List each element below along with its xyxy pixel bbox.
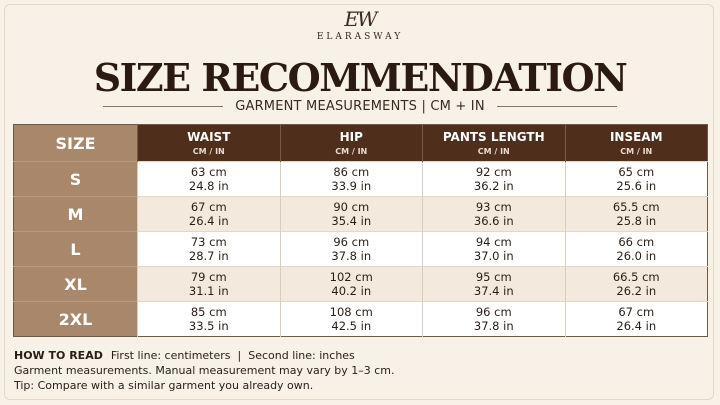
inseam-cell <box>565 267 708 302</box>
value-in: 36.6 in <box>473 214 514 228</box>
subtitle-rule-left <box>103 106 223 107</box>
column-unit: CM / IN <box>192 146 225 156</box>
table-row <box>14 197 708 232</box>
column-header-pants-length <box>423 125 566 162</box>
pants-length-cell <box>423 162 566 197</box>
value-cm: 63 cm <box>190 165 227 179</box>
subtitle-row <box>0 96 720 116</box>
value-cm: 66.5 cm <box>612 270 660 284</box>
value-cm: 86 cm <box>333 165 370 179</box>
value-cm: 108 cm <box>329 305 373 319</box>
value-in: 35.4 in <box>331 214 372 228</box>
how-to-read-text: First line: centimeters | Second line: inches <box>110 349 355 362</box>
value-in: 33.9 in <box>331 179 372 193</box>
inseam-cell <box>565 162 708 197</box>
hip-cell <box>280 162 423 197</box>
value-cm: 73 cm <box>190 235 227 249</box>
page-title: SIZE RECOMMENDATION <box>93 55 627 100</box>
hip-cell <box>280 302 423 337</box>
how-to-read-line <box>14 348 704 363</box>
value-cm: 96 cm <box>333 235 370 249</box>
value-in: 40.2 in <box>331 284 372 298</box>
value-in: 37.8 in <box>331 249 372 263</box>
size-label: L <box>14 232 138 267</box>
size-label: M <box>14 197 138 232</box>
column-name: HIP <box>339 129 363 144</box>
value-cm: 94 cm <box>475 235 512 249</box>
value-in: 31.1 in <box>188 284 229 298</box>
brand-name: ELARASWAY <box>316 32 404 42</box>
table-row <box>14 302 708 337</box>
page-subtitle: GARMENT MEASUREMENTS | CM + IN <box>235 98 485 114</box>
column-name: WAIST <box>187 129 231 144</box>
value-in: 26.4 in <box>188 214 229 228</box>
hip-cell <box>280 232 423 267</box>
table-row <box>14 162 708 197</box>
value-in: 25.8 in <box>616 214 657 228</box>
inseam-cell <box>565 197 708 232</box>
how-to-read-label: HOW TO READ <box>14 349 103 362</box>
column-header-hip <box>280 125 423 162</box>
waist-cell <box>138 267 281 302</box>
column-unit: CM / IN <box>620 146 653 156</box>
value-in: 28.7 in <box>188 249 229 263</box>
column-header-inseam <box>565 125 708 162</box>
table-row <box>14 232 708 267</box>
size-label: S <box>14 162 138 197</box>
column-name: PANTS LENGTH <box>442 129 545 144</box>
value-in: 37.8 in <box>473 319 514 333</box>
pants-length-cell <box>423 232 566 267</box>
value-cm: 102 cm <box>329 270 373 284</box>
hip-cell <box>280 267 423 302</box>
tip-text: Tip: Compare with a similar garment you already own. <box>14 379 314 392</box>
value-cm: 65.5 cm <box>612 200 660 214</box>
pants-length-cell <box>423 197 566 232</box>
table-header-row <box>14 125 708 162</box>
column-header-waist <box>138 125 281 162</box>
value-in: 26.4 in <box>616 319 657 333</box>
size-table <box>13 124 708 337</box>
value-cm: 95 cm <box>475 270 512 284</box>
measurement-note: Garment measurements. Manual measurement may vary by 1–3 cm. <box>14 364 395 377</box>
pants-length-cell <box>423 302 566 337</box>
value-cm: 96 cm <box>475 305 512 319</box>
value-in: 37.4 in <box>473 284 514 298</box>
waist-cell <box>138 197 281 232</box>
value-in: 26.0 in <box>616 249 657 263</box>
value-cm: 67 cm <box>190 200 227 214</box>
column-unit: CM / IN <box>335 146 368 156</box>
value-cm: 65 cm <box>618 165 655 179</box>
brand-logo <box>0 8 720 42</box>
value-cm: 85 cm <box>190 305 227 319</box>
value-cm: 92 cm <box>475 165 512 179</box>
value-in: 26.2 in <box>616 284 657 298</box>
column-name: INSEAM <box>609 129 663 144</box>
size-label: XL <box>14 267 138 302</box>
waist-cell <box>138 162 281 197</box>
inseam-cell <box>565 302 708 337</box>
value-in: 37.0 in <box>473 249 514 263</box>
value-cm: 93 cm <box>475 200 512 214</box>
value-in: 25.6 in <box>616 179 657 193</box>
value-in: 24.8 in <box>188 179 229 193</box>
how-to-read-section <box>14 348 704 393</box>
value-cm: 79 cm <box>190 270 227 284</box>
table-row <box>14 267 708 302</box>
pants-length-cell <box>423 267 566 302</box>
value-cm: 90 cm <box>333 200 370 214</box>
size-column-header: SIZE <box>14 125 138 162</box>
value-cm: 66 cm <box>618 235 655 249</box>
subtitle-rule-right <box>497 106 617 107</box>
value-cm: 67 cm <box>618 305 655 319</box>
waist-cell <box>138 232 281 267</box>
value-in: 42.5 in <box>331 319 372 333</box>
column-unit: CM / IN <box>477 146 510 156</box>
size-label: 2XL <box>14 302 138 337</box>
value-in: 33.5 in <box>188 319 229 333</box>
brand-monogram: EW <box>344 7 376 31</box>
inseam-cell <box>565 232 708 267</box>
hip-cell <box>280 197 423 232</box>
value-in: 36.2 in <box>473 179 514 193</box>
waist-cell <box>138 302 281 337</box>
